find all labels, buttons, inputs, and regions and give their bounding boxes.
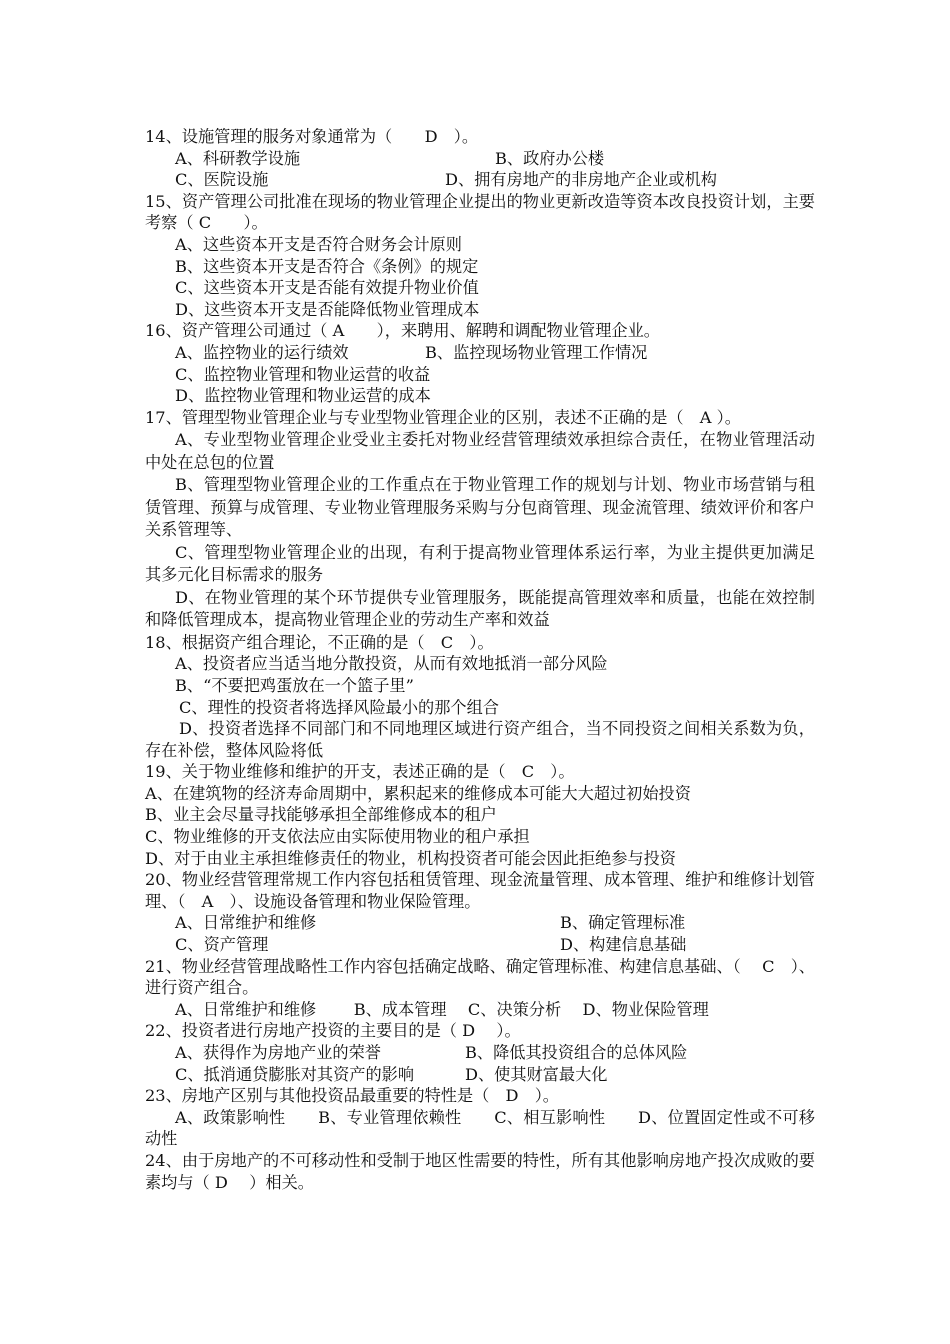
option-d: D、拥有房地产的非房地产企业或机构 <box>445 170 717 190</box>
question-15-stem: 15、资产管理公司批准在现场的物业管理企业提出的物业更新改造等资本改良投资计划，主要考察（ C ）。 <box>145 191 815 233</box>
option-c: C、这些资本开支是否能有效提升物业价值 <box>175 278 479 298</box>
option-d: D、构建信息基础 <box>560 935 687 955</box>
question-22-options-row-1 <box>145 1042 815 1064</box>
option-d: D、在物业管理的某个环节提供专业管理服务，既能提高管理效率和质量，也能在效控制和降低管理成本，提高物业管理企业的劳动生产率和效益 <box>145 587 815 630</box>
question-14-stem: 14、设施管理的服务对象通常为（ D ）。 <box>145 127 479 146</box>
question-17-stem: 17、管理型物业管理企业与专业型物业管理企业的区别，表述不正确的是（ A ）。 <box>145 407 741 427</box>
question-22-stem: 22、投资者进行房地产投资的主要目的是（ D ）。 <box>145 1021 521 1041</box>
option-d: D、使其财富最大化 <box>465 1064 608 1084</box>
question-23-stem: 23、房地产区别与其他投资品最重要的特性是（ D ）。 <box>145 1086 559 1106</box>
document-body <box>145 126 815 1193</box>
option-a: A、在建筑物的经济寿命周期中，累积起来的维修成本可能大大超过初始投资 <box>145 783 691 803</box>
option-c: C、医院设施 <box>175 170 269 190</box>
option-d: D、对于由业主承担维修责任的物业，机构投资者可能会因此拒绝参与投资 <box>145 848 676 868</box>
option-c: C、理性的投资者将选择风险最小的那个组合 <box>179 697 499 717</box>
option-b: B、管理型物业管理企业的工作重点在于物业管理工作的规划与计划、物业市场营销与租赁管理、预算与成管理、专业物业管理服务采购与分包商管理、现金流管理、绩效评价和客户关系管理等、 <box>145 475 815 540</box>
question-16-stem: 16、资产管理公司通过（ A ），来聘用、解聘和调配物业管理企业。 <box>145 321 660 341</box>
option-d: D、投资者选择不同部门和不同地理区域进行资产组合，当不同投资之间相关系数为负，存在补偿，整体风险将低 <box>145 719 815 760</box>
option-c: C、物业维修的开支依法应由实际使用物业的租户承担 <box>145 827 530 847</box>
option-c: C、管理型物业管理企业的出现，有利于提高物业管理体系运行率，为业主提供更加满足其多元化目标需求的服务 <box>145 542 815 585</box>
option-c: C、抵消通贷膨胀对其资产的影响 <box>175 1064 415 1084</box>
question-18-stem: 18、根据资产组合理论，不正确的是（ C ）。 <box>145 632 494 652</box>
option-d: D、监控物业管理和物业运营的成本 <box>175 386 431 406</box>
option-a: A、投资者应当适当地分散投资，从而有效地抵消一部分风险 <box>175 654 608 674</box>
question-21-stem: 21、物业经营管理战略性工作内容包括确定战略、确定管理标准、构建信息基础、（ C ）、进行资产组合。 <box>145 956 815 998</box>
option-c: C、监控物业管理和物业运营的收益 <box>175 364 431 384</box>
option-a: A、专业型物业管理企业受业主委托对物业经营管理绩效承担综合责任，在物业管理活动中处在总包的位置 <box>145 430 815 472</box>
option-b: B、降低其投资组合的总体风险 <box>465 1043 688 1062</box>
option-d: D、这些资本开支是否能降低物业管理成本 <box>175 299 480 319</box>
option-a: A、日常维护和维修 <box>175 913 317 933</box>
option-a: A、获得作为房地产业的荣誉 <box>175 1043 381 1062</box>
option-a: A、监控物业的运行绩效 <box>175 342 349 362</box>
option-b: B、监控现场物业管理工作情况 <box>425 342 648 362</box>
option-a: A、科研教学设施 <box>175 148 301 168</box>
option-b: B、确定管理标准 <box>560 913 686 933</box>
option-a: A、这些资本开支是否符合财务会计原则 <box>175 234 462 254</box>
question-20-options-row-2 <box>145 934 815 956</box>
option-b: B、业主会尽量寻找能够承担全部维修成本的租户 <box>145 805 497 825</box>
option-b: B、政府办公楼 <box>495 148 605 168</box>
question-21-options: A、日常维护和维修 B、成本管理 C、决策分析 D、物业保险管理 <box>175 999 709 1019</box>
option-b: B、“不要把鸡蛋放在一个篮子里” <box>175 675 414 695</box>
question-14-options-row-1 <box>145 148 815 170</box>
question-16-options-row-1 <box>145 342 815 364</box>
question-24-stem: 24、由于房地产的不可移动性和受制于地区性需要的特性，所有其他影响房地产投次成败的要素均与（ D ）相关。 <box>145 1150 815 1192</box>
question-20-options-row-1 <box>145 912 815 934</box>
question-20-stem: 20、物业经营管理常规工作内容包括租赁管理、现金流量管理、成本管理、维护和维修计划管理、（ A ）、设施设备管理和物业保险管理。 <box>145 870 815 911</box>
question-14-options-row-2 <box>145 169 815 191</box>
question-19-stem: 19、关于物业维修和维护的开支，表述正确的是（ C ）。 <box>145 762 575 782</box>
question-22-options-row-2 <box>145 1064 815 1086</box>
question-23-options: A、政策影响性 B、专业管理依赖性 C、相互影响性 D、位置固定性或不可移动性 <box>145 1107 815 1149</box>
option-c: C、资产管理 <box>175 935 269 955</box>
option-b: B、这些资本开支是否符合《条例》的规定 <box>175 256 479 276</box>
